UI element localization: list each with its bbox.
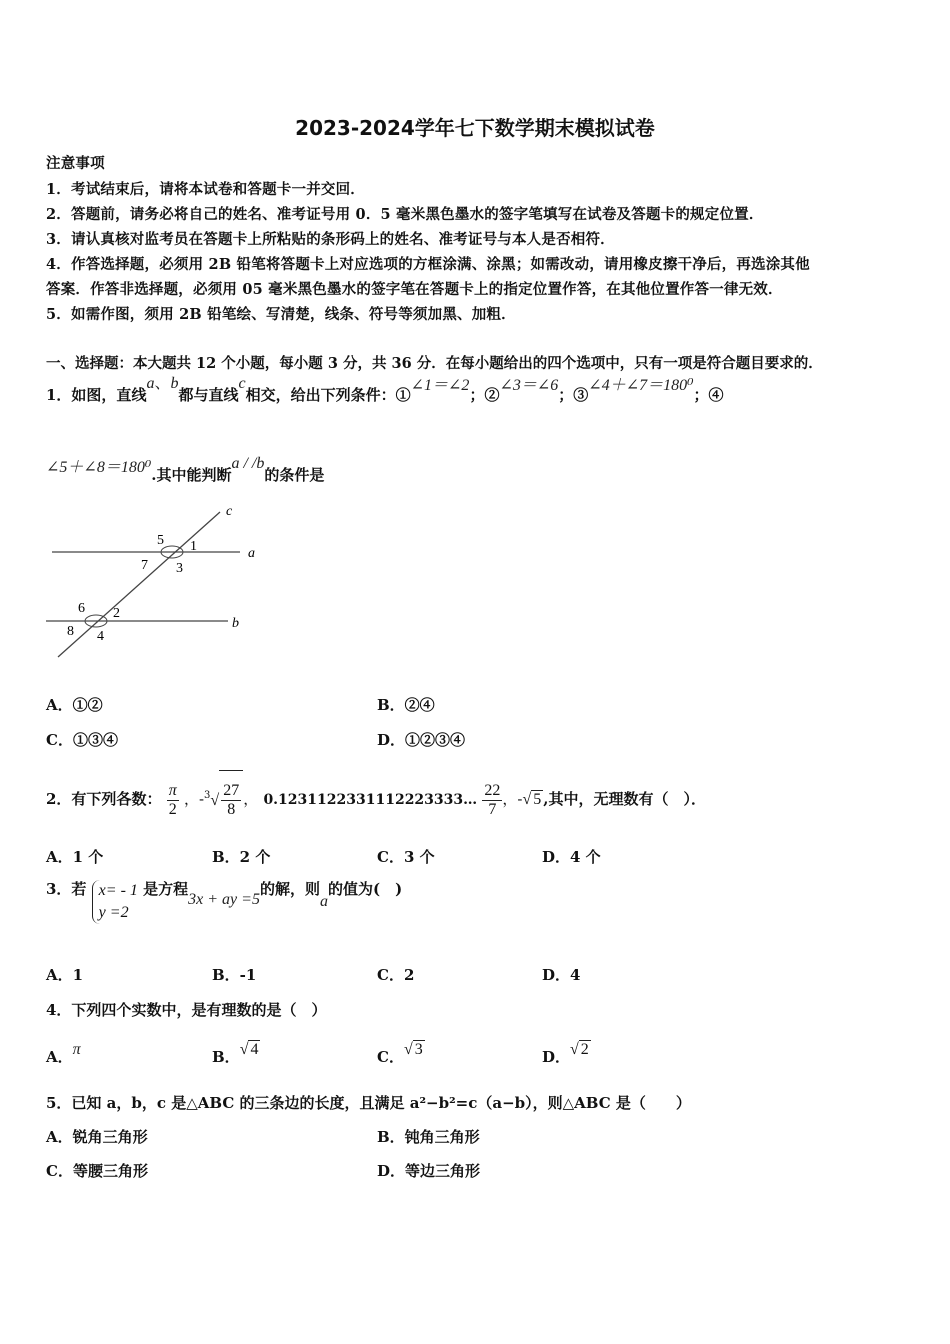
q4-option-d[interactable]: D．√ 2 [542, 1041, 589, 1066]
q4-option-a[interactable]: A．π [46, 1041, 81, 1066]
sqrt-5: √ 5 [522, 791, 542, 808]
label-b: b [232, 616, 239, 631]
q5-option-b[interactable]: B．钝角三角形 [377, 1128, 480, 1146]
q1-option-b[interactable]: B．②④ [377, 696, 435, 714]
section-heading: 一、选择题：本大题共 12 个小题，每小题 3 分，共 36 分．在每小题给出的四个选项中，只有一项是符合题目要求的． [46, 355, 823, 372]
angle-label: 4 [97, 629, 104, 644]
q5-option-d[interactable]: D．等边三角形 [377, 1162, 481, 1180]
q3-option-c[interactable]: C．2 [377, 966, 415, 984]
q4-option-b[interactable]: B．√ 4 [212, 1041, 259, 1066]
angle-label: 2 [113, 606, 120, 621]
q2-option-b[interactable]: B．2 个 [212, 848, 271, 866]
equation-system: x= - 1 y =2 [92, 880, 138, 924]
q3-option-a[interactable]: A．1 [46, 966, 84, 984]
question-1: 1．如图，直线a、b都与直线c相交，给出下列条件：①∠1＝∠2；②∠3＝∠6；③∠4＋∠7＝180⁰；④ [46, 375, 724, 404]
angle-label: 3 [176, 561, 183, 576]
angle-label: 6 [78, 601, 85, 616]
q2-option-d[interactable]: D．4 个 [542, 848, 601, 866]
question-3: 3．若 x= - 1 y =2 是方程3x + ay =5的解，则a的值为( ) [46, 880, 402, 924]
fraction-pi-2: $\frac{\pi}{2}$ [168, 781, 177, 818]
angle-label: 5 [157, 533, 164, 548]
q3-option-d[interactable]: D．4 [542, 966, 581, 984]
line-c [58, 512, 220, 657]
angle-label: 8 [67, 624, 74, 639]
label-a: a [248, 546, 255, 561]
notice-item: 1．考试结束后，请将本试卷和答题卡一并交回． [46, 181, 365, 198]
q1-option-d[interactable]: D．①②③④ [377, 731, 466, 749]
angle-label: 7 [141, 558, 148, 573]
q3-option-b[interactable]: B．-1 [212, 966, 257, 984]
question-1-cont: ∠5＋∠8＝180⁰.其中能判断a / /b的条件是 [46, 455, 325, 484]
q5-option-c[interactable]: C．等腰三角形 [46, 1162, 148, 1180]
angle-label: 1 [190, 539, 197, 554]
page-title: 2023-2024学年七下数学期末模拟试卷 [295, 116, 655, 140]
q5-option-a[interactable]: A．锐角三角形 [46, 1128, 148, 1146]
notice-item: 4．作答选择题，必须用 2B 铅笔将答题卡上对应选项的方框涂满、涂黑；如需改动，请用橡皮擦干净后，再选涂其他 [46, 256, 810, 273]
q2-option-c[interactable]: C．3 个 [377, 848, 435, 866]
q1-option-a[interactable]: A．①② [46, 696, 103, 714]
notice-item: 3．请认真核对监考员在答题卡上所粘贴的条形码上的姓名、准考证号与本人是否相符． [46, 231, 615, 248]
q2-option-a[interactable]: A．1 个 [46, 848, 104, 866]
notice-item: 5．如需作图，须用 2B 铅笔绘、写清楚，线条、符号等须加黑、加粗． [46, 306, 516, 323]
question-2: 2．有下列各数： $\frac{\pi}{2}$ ，-$^3$√ $\frac{27}{8}$ ， 0.1231122331112223333… $\frac{22}{7}$ ，-√ 5 ,其中，无理数有（ ）． [46, 766, 706, 831]
question-5: 5．已知 a，b，c 是△ABC 的三条边的长度，且满足 a²−b²=c（a−b），则△ABC 是（ ） [46, 1094, 691, 1112]
notice-item: 答案．作答非选择题，必须用 05 毫米黑色墨水的签字笔在答题卡上的指定位置作答，在其他位置作答一律无效． [46, 281, 783, 298]
q1-option-c[interactable]: C．①③④ [46, 731, 118, 749]
parallel-lines-figure [40, 500, 270, 670]
label-c: c [226, 504, 233, 519]
q4-option-c[interactable]: C．√ 3 [377, 1041, 423, 1066]
notice-heading: 注意事项 [46, 155, 105, 172]
notice-item: 2．答题前，请务必将自己的姓名、准考证号用 0．5 毫米黑色墨水的签字笔填写在试卷及答题卡的规定位置． [46, 206, 764, 223]
question-4: 4．下列四个实数中，是有理数的是（ ） [46, 1001, 327, 1019]
cube-root-27-8: √ $\frac{27}{8}$ [210, 770, 243, 831]
fraction-22-7: $\frac{22}{7}$ [484, 781, 501, 818]
